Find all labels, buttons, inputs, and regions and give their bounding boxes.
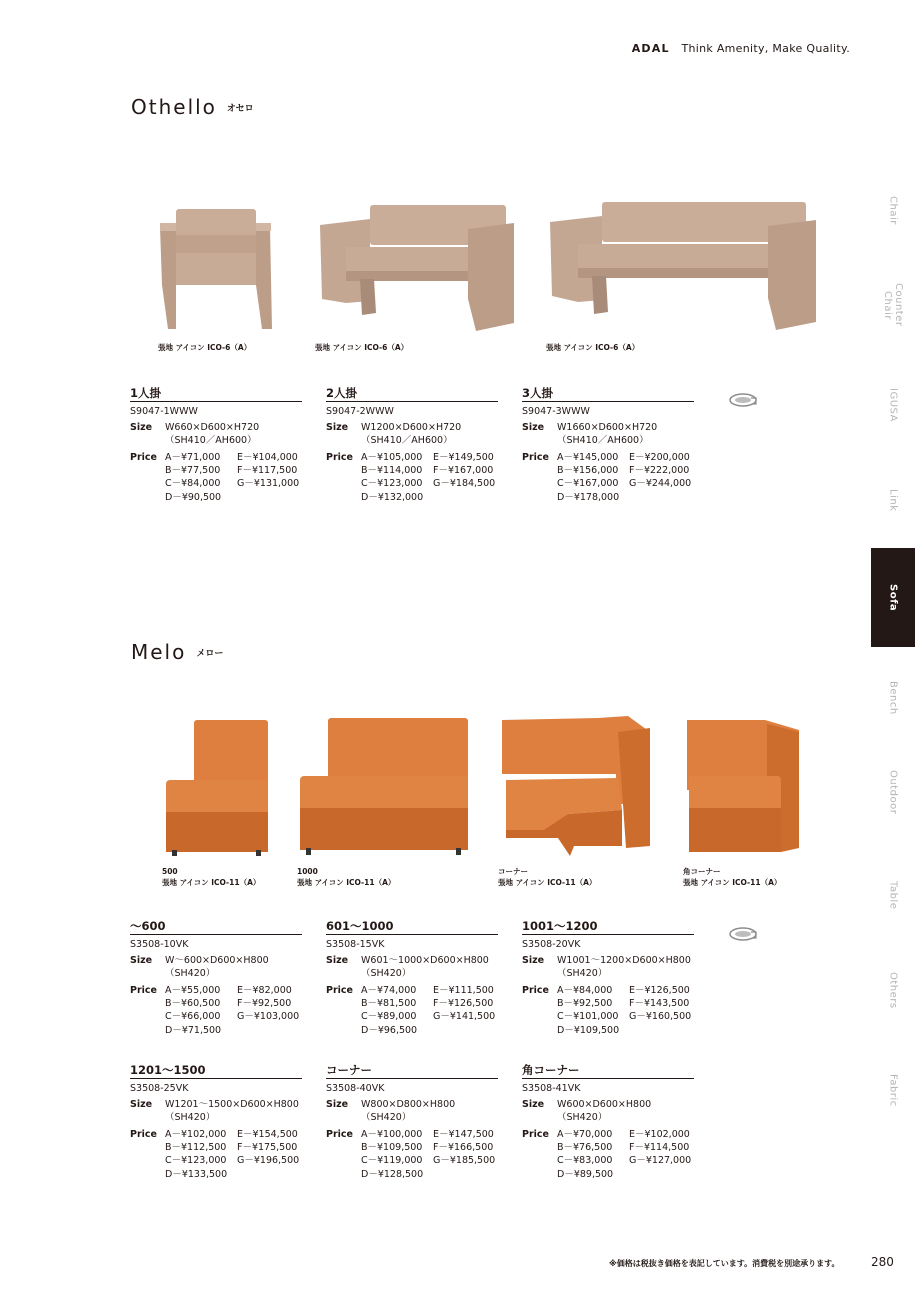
price-grid xyxy=(361,984,505,1038)
sidebar-item-igusa[interactable]: IGUSA xyxy=(887,388,899,422)
price-item xyxy=(237,1024,309,1037)
price-item: B－¥60,500 xyxy=(165,998,221,1010)
sidebar-item-counter-chair[interactable]: Counter Chair xyxy=(882,283,904,327)
product-name: 601～1000 xyxy=(326,920,498,935)
spec-block-othello-2seat xyxy=(326,387,498,504)
size-value: W1200×D600×H720 xyxy=(361,421,462,433)
price-item: E－¥102,000 xyxy=(629,1128,690,1140)
page-number: 280 xyxy=(871,1255,894,1269)
price-item: C－¥101,000 xyxy=(557,1011,619,1023)
size-label: Size xyxy=(326,421,349,433)
spec-block-melo-600 xyxy=(130,920,302,1037)
price-item: G－¥131,000 xyxy=(237,478,300,490)
product-photo-othello-1seat xyxy=(156,205,276,333)
product-code: S9047-1WWW xyxy=(130,406,198,418)
price-item: A－¥71,000 xyxy=(165,451,221,463)
size-label: Size xyxy=(130,421,153,433)
sidebar-item-bench[interactable]: Bench xyxy=(887,680,899,715)
sidebar-item-sofa[interactable]: Sofa xyxy=(871,548,915,647)
price-item: G－¥160,500 xyxy=(629,1011,692,1023)
price-item: C－¥123,000 xyxy=(361,478,423,490)
size-value: W601～1000×D600×H800 xyxy=(361,954,489,966)
price-label: Price xyxy=(522,451,549,463)
size-label: Size xyxy=(522,1098,545,1110)
price-grid xyxy=(557,1128,701,1182)
eco-mark-icon xyxy=(729,392,757,408)
price-item xyxy=(237,491,309,504)
series-kana: オセロ xyxy=(226,104,254,114)
spec-block-othello-3seat xyxy=(522,387,694,504)
price-item: A－¥70,000 xyxy=(557,1128,613,1140)
price-grid xyxy=(361,1128,505,1182)
price-item: B－¥81,500 xyxy=(361,998,417,1010)
product-photo-othello-3seat xyxy=(548,200,818,333)
price-item: G－¥103,000 xyxy=(237,1011,300,1023)
brand-header xyxy=(632,42,850,55)
price-label: Price xyxy=(130,1128,157,1140)
product-name: コーナー xyxy=(326,1064,498,1079)
price-item: C－¥83,000 xyxy=(557,1155,613,1167)
size-sub: （SH410／AH600） xyxy=(165,435,257,447)
series-kana: メロー xyxy=(196,649,224,659)
price-item: B－¥112,500 xyxy=(165,1142,227,1154)
price-item: C－¥89,000 xyxy=(361,1011,417,1023)
size-sub: （SH420） xyxy=(361,968,412,980)
price-item: B－¥109,500 xyxy=(361,1142,423,1154)
eco-mark-icon xyxy=(729,926,757,942)
product-code: S3508-41VK xyxy=(522,1083,581,1095)
brand-tagline: Think Amenity, Make Quality. xyxy=(681,42,850,55)
product-code: S3508-40VK xyxy=(326,1083,385,1095)
size-sub: （SH420） xyxy=(165,1112,216,1124)
price-item: G－¥127,000 xyxy=(629,1155,692,1167)
product-name: 3人掛 xyxy=(522,387,694,402)
size-label: Size xyxy=(326,1098,349,1110)
price-item xyxy=(629,1024,701,1037)
price-item: F－¥126,500 xyxy=(433,998,494,1010)
price-item: D－¥132,000 xyxy=(361,491,424,503)
size-sub: （SH410／AH600） xyxy=(557,435,649,447)
tax-note: ※価格は税抜き価格を表記しています。消費税を別途承ります。 xyxy=(609,1259,840,1268)
price-item: F－¥175,500 xyxy=(237,1142,298,1154)
price-item: D－¥71,500 xyxy=(165,1024,222,1036)
spec-block-melo-1000 xyxy=(326,920,498,1037)
size-label: Size xyxy=(522,954,545,966)
price-item xyxy=(433,1024,505,1037)
series-name: Othello xyxy=(131,95,217,119)
price-item xyxy=(629,1168,701,1181)
price-item: D－¥89,500 xyxy=(557,1168,614,1180)
product-name: 2人掛 xyxy=(326,387,498,402)
price-item: C－¥123,000 xyxy=(165,1155,227,1167)
price-item: G－¥244,000 xyxy=(629,478,692,490)
price-item: E－¥104,000 xyxy=(237,451,298,463)
sidebar-item-link[interactable]: Link xyxy=(887,488,899,512)
price-item: C－¥167,000 xyxy=(557,478,619,490)
photo-caption: 500 張地 アイコン ICO-11（A） xyxy=(162,867,261,887)
price-item: E－¥82,000 xyxy=(237,984,292,996)
price-item: C－¥66,000 xyxy=(165,1011,221,1023)
price-item xyxy=(237,1168,309,1181)
product-name: ～600 xyxy=(130,920,302,935)
product-photo-melo-1000 xyxy=(298,716,470,858)
price-label: Price xyxy=(522,984,549,996)
size-value: W800×D800×H800 xyxy=(361,1098,456,1110)
product-photo-melo-500 xyxy=(164,718,270,858)
category-sidebar xyxy=(871,180,915,1140)
size-value: W1660×D600×H720 xyxy=(557,421,658,433)
price-grid xyxy=(557,451,701,505)
product-code: S9047-3WWW xyxy=(522,406,590,418)
size-value: W1201～1500×D600×H800 xyxy=(165,1098,299,1110)
price-item: F－¥114,500 xyxy=(629,1142,690,1154)
price-item: F－¥143,500 xyxy=(629,998,690,1010)
price-item: F－¥92,500 xyxy=(237,998,292,1010)
size-label: Size xyxy=(130,954,153,966)
sidebar-item-others[interactable]: Others xyxy=(887,972,899,1009)
price-item: E－¥149,500 xyxy=(433,451,494,463)
size-sub: （SH420） xyxy=(361,1112,412,1124)
size-sub: （SH420） xyxy=(557,968,608,980)
price-item: A－¥84,000 xyxy=(557,984,613,996)
product-code: S9047-2WWW xyxy=(326,406,394,418)
price-item: C－¥119,000 xyxy=(361,1155,423,1167)
price-item: A－¥100,000 xyxy=(361,1128,423,1140)
price-item: G－¥196,500 xyxy=(237,1155,300,1167)
price-item: A－¥145,000 xyxy=(557,451,619,463)
product-name: 角コーナー xyxy=(522,1064,694,1079)
price-item: A－¥102,000 xyxy=(165,1128,227,1140)
size-value: W～600×D600×H800 xyxy=(165,954,269,966)
price-label: Price xyxy=(326,451,353,463)
size-label: Size xyxy=(130,1098,153,1110)
price-item: B－¥156,000 xyxy=(557,465,619,477)
price-item: F－¥117,500 xyxy=(237,465,298,477)
photo-caption: 張地 アイコン ICO-6（A） xyxy=(315,343,409,352)
series-title-melo xyxy=(131,640,223,664)
price-item: B－¥77,500 xyxy=(165,465,221,477)
sidebar-item-outdoor[interactable]: Outdoor xyxy=(887,770,899,815)
size-sub: （SH420） xyxy=(557,1112,608,1124)
price-label: Price xyxy=(130,451,157,463)
sidebar-item-table[interactable]: Table xyxy=(887,880,899,910)
product-name: 1201～1500 xyxy=(130,1064,302,1079)
price-item: E－¥200,000 xyxy=(629,451,690,463)
price-item: A－¥105,000 xyxy=(361,451,423,463)
spec-block-melo-1500 xyxy=(130,1064,302,1181)
product-code: S3508-25VK xyxy=(130,1083,189,1095)
product-photo-othello-2seat xyxy=(316,203,518,333)
price-grid xyxy=(557,984,701,1038)
product-code: S3508-10VK xyxy=(130,939,189,951)
price-grid xyxy=(361,451,505,505)
price-grid xyxy=(165,451,309,505)
price-item: D－¥128,500 xyxy=(361,1168,424,1180)
product-code: S3508-20VK xyxy=(522,939,581,951)
price-label: Price xyxy=(326,984,353,996)
price-item: D－¥133,500 xyxy=(165,1168,228,1180)
sidebar-item-chair[interactable]: Chair xyxy=(887,195,899,225)
price-item: D－¥96,500 xyxy=(361,1024,418,1036)
product-code: S3508-15VK xyxy=(326,939,385,951)
price-item: G－¥184,500 xyxy=(433,478,496,490)
size-value: W600×D600×H800 xyxy=(557,1098,652,1110)
price-item xyxy=(433,491,505,504)
price-label: Price xyxy=(130,984,157,996)
size-value: W1001～1200×D600×H800 xyxy=(557,954,691,966)
price-item: D－¥90,500 xyxy=(165,491,222,503)
series-title-othello xyxy=(131,95,254,119)
price-item: G－¥141,500 xyxy=(433,1011,496,1023)
spec-block-melo-square-corner xyxy=(522,1064,694,1181)
spec-block-othello-1seat xyxy=(130,387,302,504)
price-item: B－¥92,500 xyxy=(557,998,613,1010)
price-item: D－¥178,000 xyxy=(557,491,620,503)
spec-block-melo-1200 xyxy=(522,920,694,1037)
price-item: E－¥154,500 xyxy=(237,1128,298,1140)
price-item: A－¥55,000 xyxy=(165,984,221,996)
price-item: G－¥185,500 xyxy=(433,1155,496,1167)
series-name: Melo xyxy=(131,640,187,664)
photo-caption: コーナー 張地 アイコン ICO-11（A） xyxy=(498,867,597,887)
price-item: E－¥147,500 xyxy=(433,1128,494,1140)
spec-block-melo-corner xyxy=(326,1064,498,1181)
size-sub: （SH410／AH600） xyxy=(361,435,453,447)
price-item: C－¥84,000 xyxy=(165,478,221,490)
photo-caption: 1000 張地 アイコン ICO-11（A） xyxy=(297,867,396,887)
size-sub: （SH420） xyxy=(165,968,216,980)
price-item: F－¥166,500 xyxy=(433,1142,494,1154)
price-label: Price xyxy=(326,1128,353,1140)
price-item: D－¥109,500 xyxy=(557,1024,620,1036)
photo-caption: 張地 アイコン ICO-6（A） xyxy=(546,343,640,352)
price-item xyxy=(433,1168,505,1181)
price-label: Price xyxy=(522,1128,549,1140)
size-value: W660×D600×H720 xyxy=(165,421,260,433)
size-label: Size xyxy=(522,421,545,433)
price-item: B－¥114,000 xyxy=(361,465,423,477)
photo-caption: 張地 アイコン ICO-6（A） xyxy=(158,343,252,352)
price-grid xyxy=(165,984,309,1038)
size-label: Size xyxy=(326,954,349,966)
product-name: 1人掛 xyxy=(130,387,302,402)
sidebar-item-fabric[interactable]: Fabric xyxy=(887,1074,899,1107)
brand-name: ADAL xyxy=(631,42,670,55)
price-item xyxy=(629,491,701,504)
price-item: E－¥111,500 xyxy=(433,984,494,996)
price-item: E－¥126,500 xyxy=(629,984,690,996)
price-grid xyxy=(165,1128,309,1182)
product-photo-melo-square-corner xyxy=(683,716,803,858)
price-item: F－¥222,000 xyxy=(629,465,690,477)
price-item: A－¥74,000 xyxy=(361,984,417,996)
price-item: F－¥167,000 xyxy=(433,465,494,477)
price-item: B－¥76,500 xyxy=(557,1142,613,1154)
product-name: 1001～1200 xyxy=(522,920,694,935)
product-photo-melo-corner xyxy=(498,714,654,856)
photo-caption: 角コーナー 張地 アイコン ICO-11（A） xyxy=(683,867,782,887)
